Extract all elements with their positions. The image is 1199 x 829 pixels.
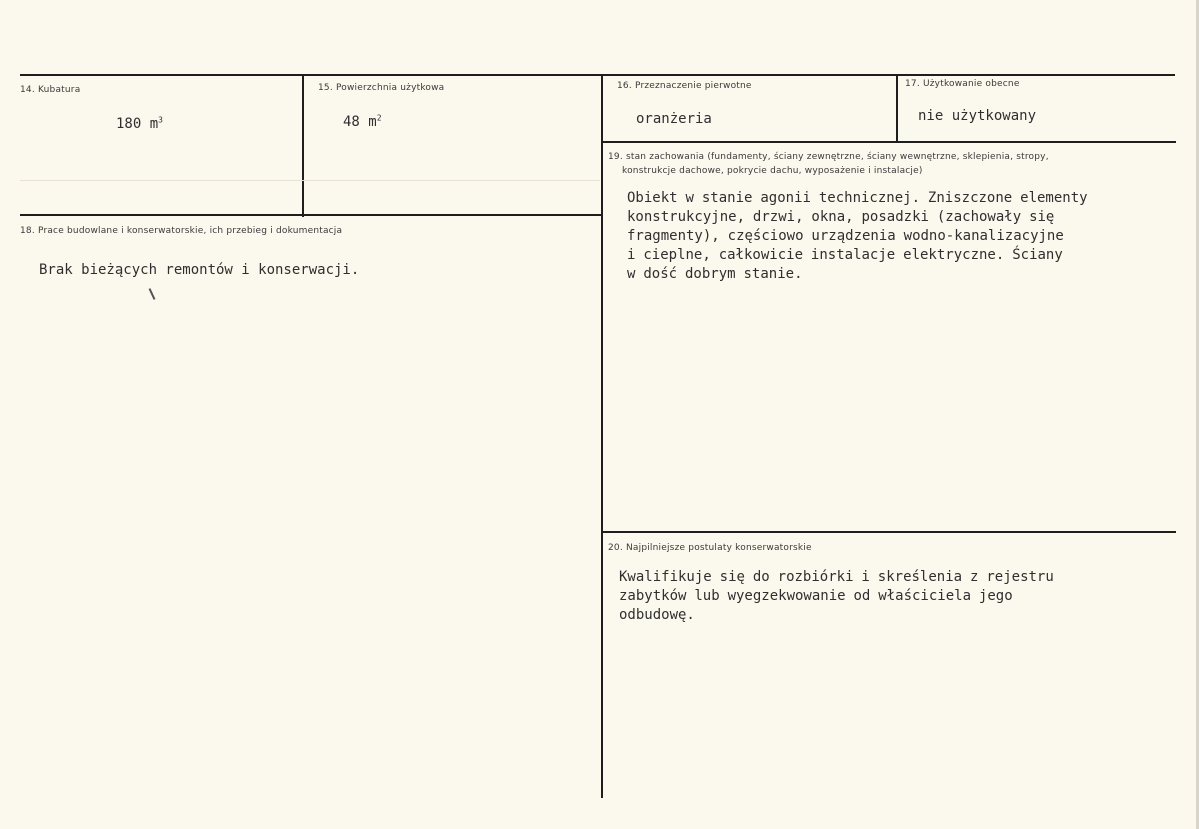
field-17-value: nie użytkowany: [918, 108, 1037, 124]
field-19-value: Obiekt w stanie agonii technicznej. Zniszczone elementy konstrukcyjne, drzwi, okna, posadzki (zachowały się fragmenty), częściowo urządzenia wodno-kanalizacyjne i cieplne, całkowicie instalacje elektryczne. Ściany w dość dobrym stanie.: [627, 190, 1088, 282]
rule-above-20: [602, 531, 1176, 533]
field-18-value: Brak bieżących remontów i konserwacji.: [39, 262, 360, 278]
field-16-label: 16. Przeznaczenie pierwotne: [617, 81, 752, 91]
field-15-value-text: 48 m: [343, 114, 377, 130]
field-15-value: [343, 112, 382, 132]
divider-14-15: [302, 75, 304, 217]
top-rule: [20, 74, 1175, 76]
rule-below-16-17: [602, 141, 1176, 143]
field-18-label: 18. Prace budowlane i konserwatorskie, ich przebieg i dokumentacja: [20, 226, 343, 236]
rule-below-14-15: [20, 214, 602, 216]
field-19-label-line2: konstrukcje dachowe, pokrycie dachu, wyposażenie i instalacje): [622, 166, 923, 176]
field-20-value: Kwalifikuje się do rozbiórki i skreślenia z rejestru zabytków lub wyegzekwowanie od właściciela jego odbudowę.: [619, 569, 1054, 623]
field-17-label: 17. Użytkowanie obecne: [905, 79, 1020, 89]
field-14-unit-exponent: 3: [158, 115, 163, 125]
field-15-unit-exponent: 2: [376, 113, 382, 123]
field-14-value: [116, 114, 163, 134]
main-column-divider: [601, 75, 603, 798]
pen-mark: [149, 288, 156, 300]
field-15-label: 15. Powierzchnia użytkowa: [318, 83, 445, 93]
field-16-value: oranżeria: [636, 111, 712, 127]
faint-rule: [20, 180, 600, 181]
field-14-value-text: 180 m: [116, 116, 159, 132]
field-19-label-line1: 19. stan zachowania (fundamenty, ściany zewnętrzne, ściany wewnętrzne, sklepienia, stropy,: [608, 152, 1049, 162]
field-20-label: 20. Najpilniejsze postulaty konserwatorskie: [608, 543, 812, 553]
field-14-label: 14. Kubatura: [20, 85, 81, 95]
divider-16-17: [896, 75, 898, 142]
